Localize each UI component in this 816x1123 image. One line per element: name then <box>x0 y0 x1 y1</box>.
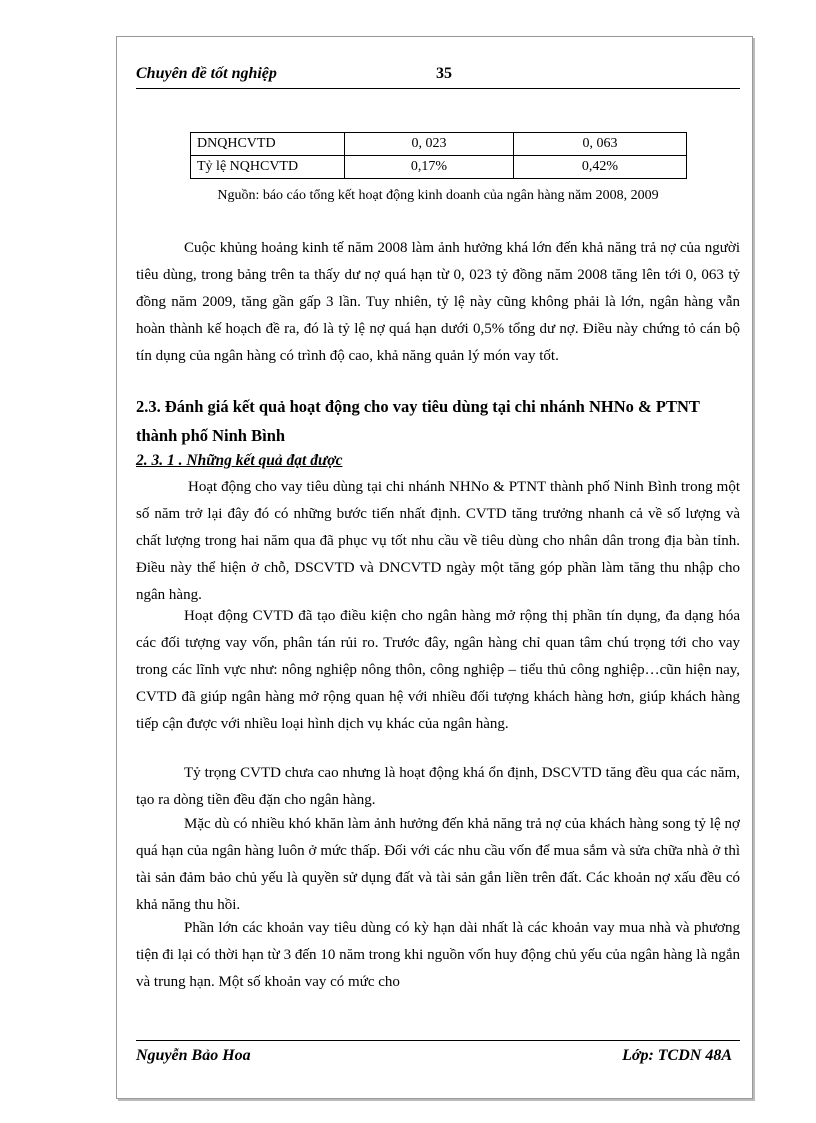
table-source-note: Nguồn: báo cáo tổng kết hoạt động kinh doanh của ngân hàng năm 2008, 2009 <box>217 188 659 203</box>
table-row <box>191 133 687 156</box>
footer-author: Nguyễn Bảo Hoa <box>136 1047 251 1064</box>
page-number: 35 <box>436 65 452 82</box>
paragraph-4: Tỷ trọng CVTD chưa cao nhưng là hoạt động khá ổn định, DSCVTD tăng đều qua các năm, tạo ra dòng tiền đều đặn cho ngân hàng. <box>136 765 740 808</box>
table-cell: 0,17% <box>345 156 514 179</box>
page-header <box>136 62 740 89</box>
table-cell: Tỷ lệ NQHCVTD <box>191 156 345 179</box>
subsection-heading: 2. 3. 1 . Những kết quả đạt được <box>136 452 343 469</box>
table-cell: 0,42% <box>514 156 687 179</box>
paragraph-5: Mặc dù có nhiều khó khăn làm ảnh hưởng đến khả năng trả nợ của khách hàng song tỷ lệ nợ quá hạn của ngân hàng luôn ở mức thấp. Đối với các nhu cầu vốn để mua sắm và sửa chữa nhà ở thì tài sản đảm bảo chủ yếu là quyền sử dụng đất và tài sản gắn liền trên đất. Các khoản nợ xấu đều có khả năng thu hồi. <box>136 816 740 913</box>
table-cell: DNQHCVTD <box>191 133 345 156</box>
table-cell: 0, 063 <box>514 133 687 156</box>
page-footer <box>136 1040 740 1071</box>
paragraph-1: Cuộc khủng hoảng kinh tế năm 2008 làm ảnh hưởng khá lớn đến khả năng trả nợ của người tiêu dùng, trong bảng trên ta thấy dư nợ quá hạn từ 0, 023 tỷ đồng năm 2008 tăng lên tới 0, 063 tỷ đồng năm 2009, tăng gần gấp 3 lần. Tuy nhiên, tỷ lệ này cũng không phải là lớn, ngân hàng vẫn hoàn thành kế hoạch đề ra, đó là tỷ lệ nợ quá hạn dưới 0,5% tổng dư nợ. Điều này chứng tỏ cán bộ tín dụng của ngân hàng có trình độ cao, khả năng quản lý món vay tốt. <box>136 240 740 364</box>
footer-class: Lớp: TCDN 48A <box>622 1047 732 1064</box>
paragraph-6: Phần lớn các khoản vay tiêu dùng có kỳ hạn dài nhất là các khoản vay mua nhà và phương tiện đi lại có thời hạn từ 3 đến 10 năm trong khi nguồn vốn huy động chủ yếu của ngân hàng là ngắn và trung hạn. Một số khoản vay có mức cho <box>136 920 740 990</box>
paragraph-3: Hoạt động CVTD đã tạo điều kiện cho ngân hàng mở rộng thị phần tín dụng, đa dạng hóa các đối tượng vay vốn, phân tán rủi ro. Trước đây, ngân hàng chỉ quan tâm chú trọng tới cho vay trong các lĩnh vực như: nông nghiệp nông thôn, công nghiệp – tiểu thủ công nghiệp…cũn hiện nay, CVTD đã giúp ngân hàng mở rộng quan hệ với nhiều đối tượng khách hàng hơn, giúp khách hàng tiếp cận được với nhiều loại hình dịch vụ khác của ngân hàng. <box>136 608 740 732</box>
section-heading: 2.3. Đánh giá kết quả hoạt động cho vay tiêu dùng tại chi nhánh NHNo & PTNT thành phố Ninh Bình <box>136 397 700 445</box>
paragraph-2: Hoạt động cho vay tiêu dùng tại chi nhánh NHNo & PTNT thành phố Ninh Bình trong một số năm trở lại đây đó có những bước tiến nhất định. CVTD tăng trưởng nhanh cả về số lượng và chất lượng trong hai năm qua đã phục vụ tốt nhu cầu về tiêu dùng cho nhân dân trong địa bàn tỉnh. Điều này thể hiện ở chỗ, DSCVTD và DNCVTD ngày một tăng góp phần làm tăng thu nhập cho ngân hàng. <box>136 479 740 603</box>
npl-table <box>190 132 687 179</box>
table-row <box>191 156 687 179</box>
header-title: Chuyên đề tốt nghiệp <box>136 65 277 82</box>
table-cell: 0, 023 <box>345 133 514 156</box>
